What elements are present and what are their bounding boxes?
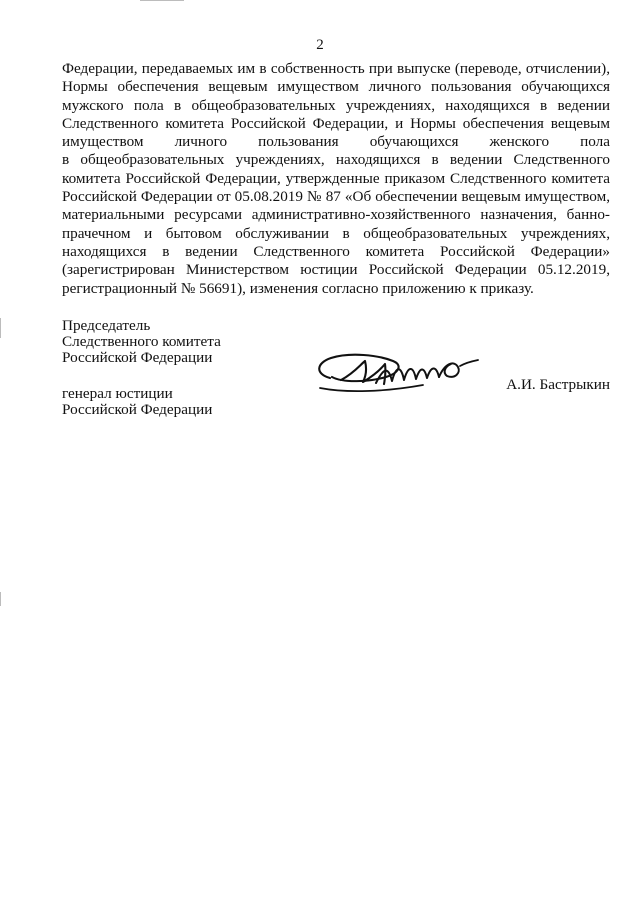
signatory-position-line: Следственного комитета [62,333,221,350]
signatory-position-line: Председатель [62,317,151,334]
scan-edge-mark [0,592,1,606]
body-paragraph [62,60,610,298]
body-line: Российской Федерации от 05.08.2019 № 87 «Об обеспечении вещевым имуществом, [62,188,610,206]
signatory-position-line: Российской Федерации [62,349,213,366]
body-line: находящихся в ведении Следственного комитета Российской Федерации» [62,242,610,260]
signatory-title-block [62,318,322,418]
page-number: 2 [316,37,324,53]
signatory-rank-line: Российской Федерации [62,401,213,418]
body-line: Федерации, передаваемых им в собственность при выпуске (переводе, отчислении), [62,60,610,77]
body-line: комитета Российской Федерации, утвержденные приказом Следственного комитета [62,169,610,187]
body-line: Следственного комитета Российской Федерации, и Нормы обеспечения вещевым [62,114,610,132]
signer-name: А.И. Бастрыкин [506,376,610,393]
body-line: прачечном и бытовом обслуживании в общеобразовательных учреждениях, [62,224,610,242]
body-line: (зарегистрирован Министерством юстиции Российской Федерации 05.12.2019, [62,261,610,279]
signature-spacer [62,366,322,386]
body-line: в общеобразовательных учреждениях, находящихся в ведении Следственного [62,151,610,169]
body-line: Нормы обеспечения вещевым имуществом личного пользования обучающихся [62,78,610,96]
signature-stroke [320,385,423,391]
body-line: материальными ресурсами административно-хозяйственного назначения, банно- [62,206,610,224]
handwritten-signature [312,342,482,400]
body-line: имуществом личного пользования обучающихся женского пола [62,133,610,151]
signatory-rank-line: генерал юстиции [62,385,173,402]
scan-edge-mark [140,0,184,1]
scan-edge-mark [0,318,1,338]
body-line: мужского пола в общеобразовательных учреждениях, находящихся в ведении [62,96,610,114]
signature-stroke [439,363,459,377]
body-line: регистрационный № 56691), изменения согласно приложению к приказу. [62,279,534,297]
signature-stroke [460,360,478,366]
